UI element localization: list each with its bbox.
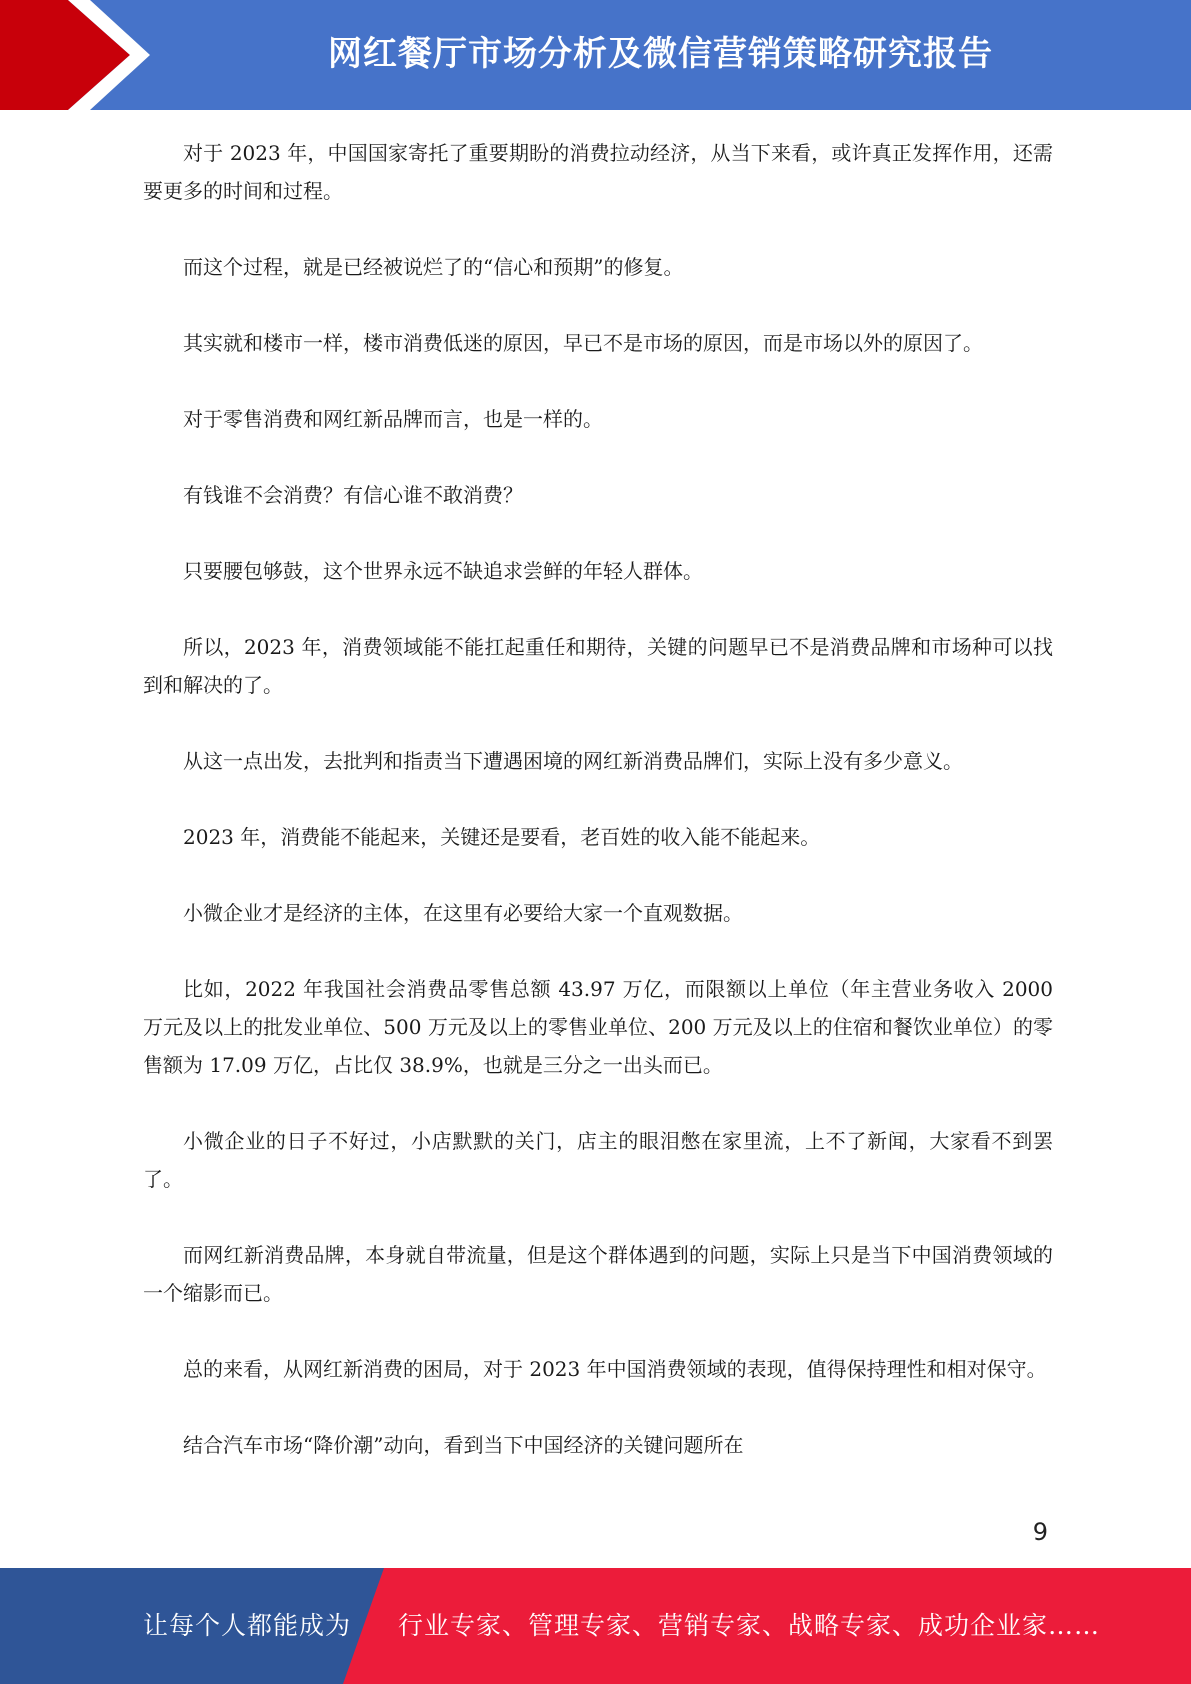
paragraph: 所以，2023 年，消费领域能不能扛起重任和期待，关键的问题早已不是消费品牌和市场种可以找到和解决的了。 xyxy=(143,635,1053,697)
report-body xyxy=(143,134,1053,1502)
paragraph: 而这个过程，就是已经被说烂了的“信心和预期”的修复。 xyxy=(183,255,684,279)
paragraph: 小微企业才是经济的主体，在这里有必要给大家一个直观数据。 xyxy=(183,901,743,925)
page-number: 9 xyxy=(1032,1518,1048,1546)
paragraph: 小微企业的日子不好过，小店默默的关门，店主的眼泪憋在家里流，上不了新闻，大家看不到罢了。 xyxy=(143,1129,1053,1191)
paragraph: 对于零售消费和网红新品牌而言，也是一样的。 xyxy=(183,407,603,431)
paragraph: 只要腰包够鼓，这个世界永远不缺追求尝鲜的年轻人群体。 xyxy=(183,559,703,583)
paragraph: 有钱谁不会消费？有信心谁不敢消费？ xyxy=(183,483,523,507)
paragraph: 而网红新消费品牌，本身就自带流量，但是这个群体遇到的问题，实际上只是当下中国消费领域的一个缩影而已。 xyxy=(143,1243,1053,1305)
header-banner xyxy=(0,0,1191,110)
paragraph: 其实就和楼市一样，楼市消费低迷的原因，早已不是市场的原因，而是市场以外的原因了。 xyxy=(183,331,983,355)
paragraph: 2023 年，消费能不能起来，关键还是要看，老百姓的收入能不能起来。 xyxy=(183,825,821,849)
paragraph: 总的来看，从网红新消费的困局，对于 2023 年中国消费领域的表现，值得保持理性和相对保守。 xyxy=(183,1357,1047,1381)
paragraph: 从这一点出发，去批判和指责当下遭遇困境的网红新消费品牌们，实际上没有多少意义。 xyxy=(183,749,963,773)
document-title: 网红餐厅市场分析及微信营销策略研究报告 xyxy=(328,34,993,74)
paragraph: 对于 2023 年，中国国家寄托了重要期盼的消费拉动经济，从当下来看，或许真正发挥作用，还需要更多的时间和过程。 xyxy=(143,141,1053,203)
paragraph: 结合汽车市场“降价潮”动向，看到当下中国经济的关键问题所在 xyxy=(183,1433,744,1457)
paragraph: 比如，2022 年我国社会消费品零售总额 43.97 万亿，而限额以上单位（年主营业务收入 2000 万元及以上的批发业单位、500 万元及以上的零售业单位、200 万元及以上的住宿和餐饮业单位）的零售额为 17.09 万亿，占比仅 38.9%，也就是三分之一出头而已。 xyxy=(143,977,1053,1077)
footer-slogan-right: 行业专家、管理专家、营销专家、战略专家、成功企业家…… xyxy=(398,1611,1101,1640)
footer-banner xyxy=(0,1568,1191,1684)
footer-slogan-left: 让每个人都能成为 xyxy=(143,1611,352,1640)
